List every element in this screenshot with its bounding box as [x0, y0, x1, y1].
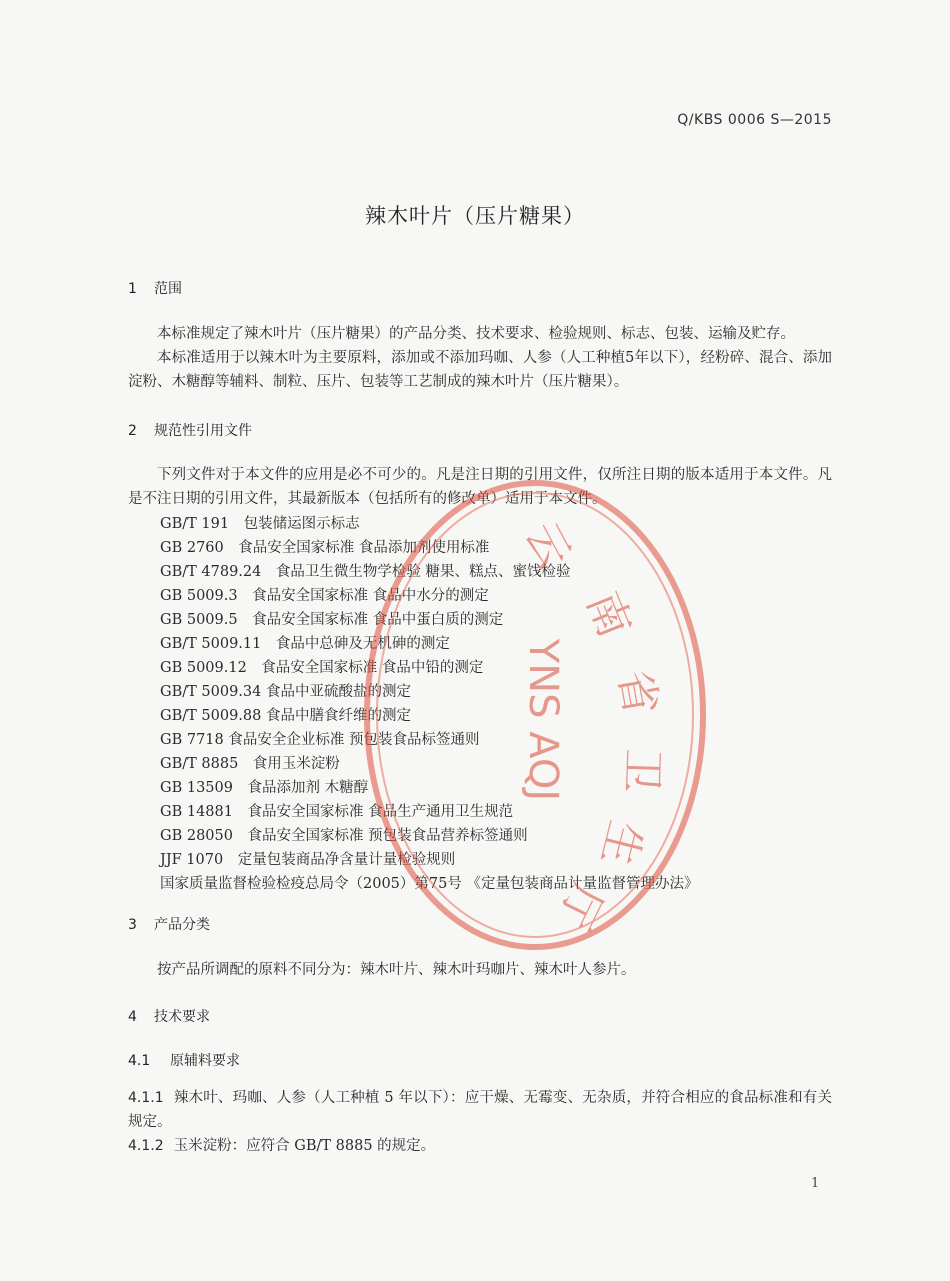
document-title: 辣木叶片（压片糖果）	[365, 204, 585, 228]
refs-intro: 下列文件对于本文件的应用是必不可少的。凡是注日期的引用文件，仅所注日期的版本适用于本文件。凡是不注日期的引用文件，其最新版本（包括所有的修改单）适用于本文件。	[128, 467, 832, 507]
reference-item: GB/T 4789.24 食品卫生微生物学检验 糖果、糕点、蜜饯检验	[160, 564, 571, 580]
clause-4-1-2	[128, 1134, 832, 1158]
section-4-heading	[128, 1006, 210, 1026]
section-number: 3	[128, 917, 137, 933]
seal-char: 云	[514, 513, 581, 577]
reference-item: GB/T 191 包装储运图示标志	[160, 516, 360, 532]
classification-text: 按产品所调配的原料不同分为：辣木叶片、辣木叶玛咖片、辣木叶人参片。	[157, 962, 636, 978]
section-number: 2	[128, 423, 137, 439]
clause-4-1-1	[128, 1086, 832, 1134]
official-seal-stamp	[355, 470, 715, 960]
reference-item: GB 5009.3 食品安全国家标准 食品中水分的测定	[160, 588, 489, 604]
section-1-heading	[128, 278, 182, 298]
page-number: 1	[811, 1176, 820, 1191]
subsection-title: 原辅料要求	[170, 1053, 240, 1069]
section-number: 1	[128, 281, 137, 297]
clause-text: 辣木叶、玛咖、人参（人工种植 5 年以下）：应干燥、无霉变、无杂质，并符合相应的食品标准和有关规定。	[128, 1090, 832, 1130]
reference-item: GB/T 5009.11 食品中总砷及无机砷的测定	[160, 636, 450, 652]
clause-number: 4.1.2	[128, 1138, 164, 1154]
reference-item: GB/T 8885 食用玉米淀粉	[160, 756, 340, 772]
section-title: 规范性引用文件	[154, 423, 252, 439]
reference-item: GB 14881 食品安全国家标准 食品生产通用卫生规范	[160, 804, 514, 820]
scope-paragraph-2: 本标准适用于以辣木叶为主要原料，添加或不添加玛咖、人参（人工种植5年以下），经粉碎、混合、添加淀粉、木糖醇等辅料、制粒、压片、包装等工艺制成的辣木叶片（压片糖果）。	[128, 350, 832, 390]
reference-item: GB/T 5009.88 食品中膳食纤维的测定	[160, 708, 411, 724]
reference-item: GB 7718 食品安全企业标准 预包装食品标签通则	[160, 732, 480, 748]
section-title: 产品分类	[154, 917, 210, 933]
clause-number: 4.1.1	[128, 1090, 164, 1106]
reference-item: GB 28050 食品安全国家标准 预包装食品营养标签通则	[160, 828, 528, 844]
reference-item: GB 2760 食品安全国家标准 食品添加剂使用标准	[160, 540, 490, 556]
seal-char: 厅	[547, 875, 613, 938]
seal-inner-text: YNS AQJ	[520, 638, 566, 802]
reference-item: GB/T 5009.34 食品中亚硫酸盐的测定	[160, 684, 411, 700]
reference-item: 国家质量监督检验检疫总局令（2005）第75号 《定量包装商品计量监督管理办法》	[160, 876, 699, 892]
reference-item: GB 13509 食品添加剂 木糖醇	[160, 780, 369, 796]
seal-char: 生	[591, 815, 652, 872]
section-2-heading	[128, 420, 252, 440]
section-number: 4	[128, 1009, 137, 1025]
seal-char: 南	[576, 584, 641, 645]
reference-item: GB 5009.12 食品安全国家标准 食品中铅的测定	[160, 660, 484, 676]
section-title: 范围	[154, 281, 182, 297]
clause-text: 玉米淀粉：应符合 GB/T 8885 的规定。	[173, 1138, 436, 1154]
subsection-4-1-heading	[128, 1050, 240, 1070]
seal-char: 省	[608, 666, 667, 719]
reference-item: JJF 1070 定量包装商品净含量计量检验规则	[160, 852, 456, 868]
subsection-number: 4.1	[128, 1053, 151, 1069]
section-title: 技术要求	[154, 1009, 210, 1025]
standard-code: Q/KBS 0006 S—2015	[677, 112, 832, 128]
reference-item: GB 5009.5 食品安全国家标准 食品中蛋白质的测定	[160, 612, 504, 628]
seal-char: 卫	[615, 747, 668, 794]
section-3-heading	[128, 914, 210, 934]
scope-paragraph-1: 本标准规定了辣木叶片（压片糖果）的产品分类、技术要求、检验规则、标志、包装、运输及贮存。	[157, 326, 795, 342]
